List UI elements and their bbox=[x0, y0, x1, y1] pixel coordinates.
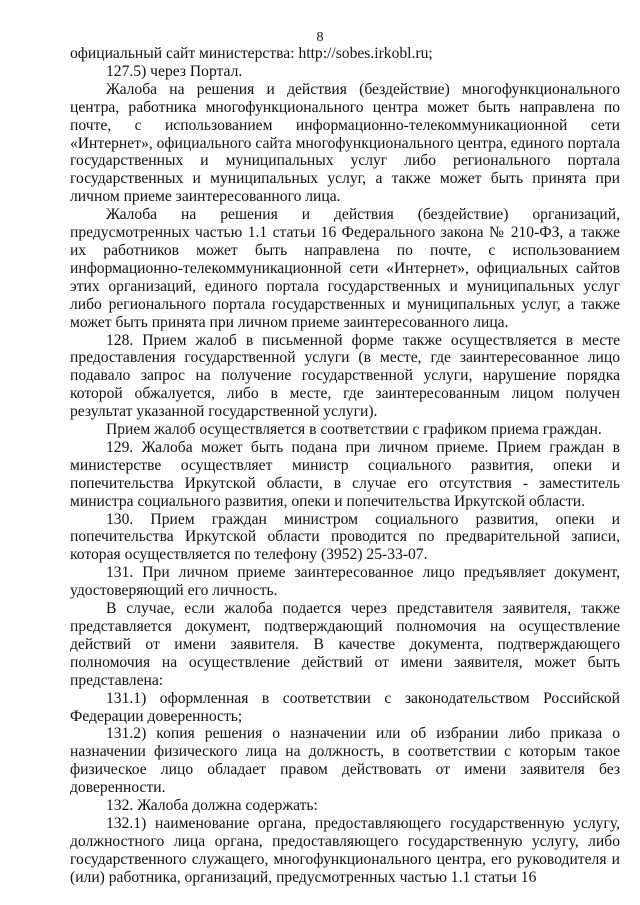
paragraph-127-5: 127.5) через Портал. bbox=[106, 62, 243, 80]
paragraph-website: официальный сайт министерства: http://sobes.irkobl.ru; bbox=[70, 45, 433, 62]
paragraph-schedule: Прием жалоб осуществляется в соответствии с графиком приема граждан. bbox=[106, 421, 602, 439]
paragraph-130: 130. Прием граждан министром социального развития, опеки и попечительства Иркутской области проводится по предварительной записи, которая осуществляется по телефону (3952) 25-33-07. bbox=[70, 510, 620, 564]
paragraph-132: 132. Жалоба должна содержать: bbox=[106, 797, 318, 815]
paragraph-129: 129. Жалоба может быть подана при личном приеме. Прием граждан в министерстве осуществляет министр социального развития, опеки и попечительства Иркутской области, в случае его отсутствия - заместитель министра социального развития, опеки и попечительства Иркутской области. bbox=[70, 438, 620, 510]
paragraph-131-2: 131.2) копия решения о назначении или об избрании либо приказа о назначении физического лица на должность, в соответствии с которым такое физическое лицо обладает правом действовать от имени заявителя без доверенности. bbox=[70, 725, 620, 797]
paragraph-org-complaint: Жалоба на решения и действия (бездействие) организаций, предусмотренных частью 1.1 статьи 16 Федерального закона № 210-ФЗ, а также их работников может быть направлена по почте, с использованием информационно-телекоммуникационной сети «Интернет», официальных сайтов этих организаций, единого портала государственных и муниципальных услуг либо регионального портала государственных и муниципальных услуг, а также может быть принята при личном приеме заинтересованного лица. bbox=[70, 206, 620, 331]
paragraph-131-1: 131.1) оформленная в соответствии с законодательством Российской Федерации доверенность; bbox=[70, 689, 620, 725]
paragraph-128: 128. Прием жалоб в письменной форме также осуществляется в месте предоставления государственной услуги (в месте, где заинтересованное лицо подавало запрос на получение государственной услуги, нарушение порядка которой обжалуется, либо в месте, где заинтересованным лицом получен результат указанной государственной услуги). bbox=[70, 331, 620, 421]
page-number: 8 bbox=[316, 30, 324, 45]
document-body bbox=[70, 45, 620, 887]
paragraph-mfc-complaint: Жалоба на решения и действия (бездействие) многофункционального центра, работника многофункционального центра может быть направлена по почте, с использованием информационно-телекоммуникационной сети «Интернет», официального сайта многофункционального центра, единого портала государственных и муниципальных услуг либо регионального портала государственных и муниципальных услуг, а также может быть принята при личном приеме заинтересованного лица. bbox=[70, 80, 620, 206]
paragraph-representative: В случае, если жалоба подается через представителя заявителя, также представляется документ, подтверждающий полномочия на осуществление действий от имени заявителя. В качестве документа, подтверждающего полномочия на осуществление действий от имени заявителя, может быть представлена: bbox=[70, 600, 620, 689]
paragraph-131: 131. При личном приеме заинтересованное лицо предъявляет документ, удостоверяющий его личность. bbox=[70, 564, 620, 600]
paragraph-132-1: 132.1) наименование органа, предоставляющего государственную услугу, должностного лица органа, предоставляющего государственную услугу, либо государственного служащего, многофункционального центра, его руководителя и (или) работника, организаций, предусмотренных частью 1.1 статьи 16 bbox=[70, 814, 620, 886]
